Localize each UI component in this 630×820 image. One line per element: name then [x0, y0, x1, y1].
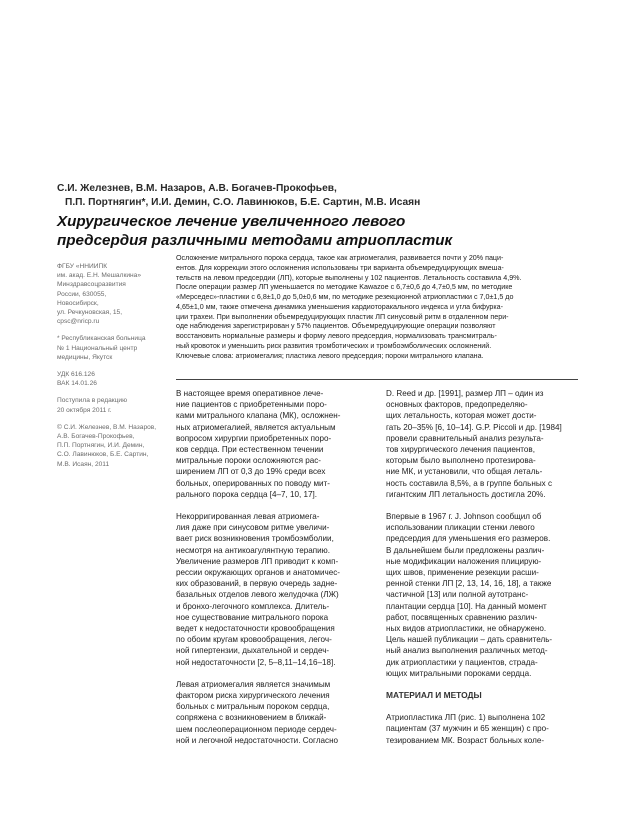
text-line: несмотря на антикоагулянтную терапию.	[176, 545, 330, 555]
copyright-notice	[57, 423, 165, 469]
title-line-1: Хирургическое лечение увеличенного левого	[57, 213, 406, 230]
text-line: дик атриопластики у пациентов, страда-	[386, 657, 538, 667]
text-line: Новосибирск,	[57, 299, 99, 307]
text-line: использовании пликации стенки левого	[386, 523, 535, 533]
body-column-right	[386, 388, 576, 757]
text-line: 20 октября 2011 г.	[57, 406, 112, 414]
text-line: тельств на левом предсердии (ЛП), которые выполнены у 102 пациентов. Летальность составила 4,9%.	[176, 273, 522, 282]
text-line: ный анализ выполнения различных метод-	[386, 646, 548, 656]
text-line: ные модификации наложения плицирую-	[386, 556, 542, 566]
text-line: cpsc@nricp.ru	[57, 318, 100, 326]
authors-line-1: С.И. Железнев, В.М. Назаров, А.В. Богачев-Прокофьев,	[57, 183, 337, 194]
text-line: ких образований, в первую очередь задне-	[176, 579, 338, 589]
text-line: № 1 Национальный центр	[57, 344, 138, 352]
text-line: ФГБУ «ННИИПК	[57, 263, 108, 270]
text-line: * Республиканская больница	[57, 335, 146, 343]
text-line: сопряжена с возникновением в ближай-	[176, 713, 327, 723]
text-line: рального порока сердца [4–7, 10, 17].	[176, 489, 318, 499]
text-line: Левая атриомегалия является значимым	[176, 679, 331, 689]
text-line: ков сердца. При естественном течении	[176, 445, 324, 455]
text-line: ность составила 8,5%, а в группе больных с	[386, 478, 552, 488]
text-line: и бронхо-легочного комплекса. Длитель-	[176, 601, 330, 611]
text-line: плантации сердца [10]. На данный момент	[386, 601, 547, 611]
text-line: гать 20–35% [6, 10–14]. G.P. Piccoli и др. [1984]	[386, 422, 562, 432]
text-line: П.П. Портнягин, И.И. Демин,	[57, 442, 145, 450]
text-line: Цель нашей публикации – дать сравнитель-	[386, 635, 553, 645]
text-line: которым было выполнено протезирова-	[386, 456, 536, 466]
text-line: ширением ЛП от 0,3 до 19% среди всех	[176, 467, 326, 477]
text-line: по обоим кругам кровообращения, легоч-	[176, 635, 332, 645]
paragraph	[386, 712, 576, 746]
text-line: предсердия для уменьшения его размеров.	[386, 534, 551, 544]
text-line: А.В. Богачев-Прокофьев,	[57, 433, 135, 441]
text-line: больных с митральным пороком сердца,	[176, 702, 330, 712]
paragraph	[176, 679, 366, 746]
text-line: базальных отделов левого желудочка (ЛЖ)	[176, 590, 339, 600]
text-line: ной и легочной недостаточности. Согласно	[176, 735, 339, 745]
text-line: гигантским ЛП летальность достигла 20%.	[386, 489, 546, 499]
text-line: После операции размер ЛП уменьшается по методике Kawazoe с 6,7±0,6 до 4,7±0,5 мм, по методике	[176, 283, 513, 292]
text-line: вопросом хирургии приобретенных поро-	[176, 433, 332, 443]
authors-line-2: П.П. Портнягин*, И.И. Демин, С.О. Лавинюков, Б.Е. Сартин, М.В. Исаян	[65, 197, 421, 208]
text-line: УДК 616.126	[57, 371, 95, 379]
text-line: Увеличение размеров ЛП приводит к комп-	[176, 556, 339, 566]
sidebar-metadata	[57, 262, 165, 477]
text-line: С.О. Лавинюков, Б.Е. Сартин,	[57, 451, 149, 459]
text-line: шем послеоперационном периоде сердеч-	[176, 724, 337, 734]
affiliation-secondary	[57, 334, 165, 362]
text-line: 4,65±1,0 мм, также отмечена динамика уменьшения кардиоторакального индекса и угла бифурка-	[176, 302, 504, 311]
text-line: ной гипертензии, дыхательной и сердеч-	[176, 646, 330, 656]
text-line: основных факторов, предопределяю-	[386, 400, 528, 410]
paragraph	[176, 388, 366, 500]
text-line: В дальнейшем были предложены различ-	[386, 545, 545, 555]
text-line: ул. Речкуновская, 15,	[57, 309, 123, 317]
text-line: оде наблюдения зарегистрирован у 57% пациентов. Объемредуцирующие операции позволяют	[176, 322, 496, 331]
text-line: щих летальность, которая может дости-	[386, 411, 537, 421]
abstract-divider	[176, 379, 578, 380]
text-line: пациентам (37 мужчин и 65 женщин) с про-	[386, 724, 549, 734]
text-line: им. акад. Е.Н. Мешалкина»	[57, 272, 141, 280]
text-line: России, 630055,	[57, 290, 107, 298]
affiliation-primary	[57, 262, 165, 326]
text-line: восстановить нормальные размеры и форму левого предсердия, нормализовать трансмитраль-	[176, 332, 497, 340]
text-line: частичной [13] или полной аутотранс-	[386, 590, 529, 600]
text-line: © С.И. Железнев, В.М. Назаров,	[57, 423, 157, 431]
text-line: Атриопластика ЛП (рис. 1) выполнена 102	[386, 713, 546, 723]
paragraph	[386, 388, 576, 500]
text-line: Осложнение митрального порока сердца, такое как атриомегалия, развивается почти у 20% паци-	[176, 254, 504, 262]
text-line: Впервые в 1967 г. J. Johnson сообщил об	[386, 512, 542, 522]
text-line: ВАК 14.01.26	[57, 380, 97, 388]
text-line: рессии окружающих органов и анатомичес-	[176, 568, 340, 578]
text-line: ние МК, и установили, что общая леталь-	[386, 467, 543, 477]
text-line: тов хирургического лечения пациентов,	[386, 445, 535, 455]
text-line: лия даже при синусовом ритме увеличи-	[176, 523, 330, 533]
text-line: ных атриомегалией, является актуальным	[176, 422, 336, 432]
text-line: Некорригированная левая атриомега-	[176, 512, 320, 522]
text-line: ентов. Для коррекции этого осложнения использованы три варианта объемредуцирующих вмеша-	[176, 263, 504, 272]
text-line: Ключевые слова: атриомегалия; пластика левого предсердия; пороки митрального клапана.	[176, 351, 484, 360]
body-column-left	[176, 388, 366, 757]
received-date	[57, 396, 165, 414]
text-line: фактором риска хирургического лечения	[176, 691, 330, 701]
text-line: щих швов, применение резекции расши-	[386, 568, 539, 578]
text-line: тезированием МК. Возраст больных коле-	[386, 735, 545, 745]
text-line: Минздравсоцразвития	[57, 281, 126, 289]
udk-codes	[57, 370, 165, 388]
text-line: больных, оперированных по поводу мит-	[176, 478, 330, 488]
text-line: D. Reed и др. [1991], размер ЛП – один из	[386, 389, 544, 398]
text-line: ции трахеи. При выполнении объемредуцирующих пластик ЛП синусовый ритм в отдаленном пери-	[176, 312, 509, 321]
text-line: ведет к недостаточности кровообращения	[176, 624, 335, 634]
authors	[57, 182, 577, 210]
text-line: провели сравнительный анализ результа-	[386, 433, 544, 443]
text-line: митральные пороки осложняются рас-	[176, 456, 321, 466]
section-heading: МАТЕРИАЛ И МЕТОДЫ	[386, 690, 482, 701]
text-line: ной недостаточности [2, 5–8,11–14,16–18].	[176, 657, 336, 667]
text-line: В настоящее время оперативное лече-	[176, 389, 324, 398]
article-title	[57, 212, 577, 250]
text-line: ющих митральными пороками сердца.	[386, 668, 532, 678]
title-line-2: предсердия различными методами атриопластик	[57, 232, 453, 249]
text-line: ный кровоток и уменьшить риск развития тромботических и тромбоэмболических осложнений.	[176, 341, 492, 350]
text-line: ное существование митрального порока	[176, 612, 329, 622]
text-line: М.В. Исаян, 2011	[57, 460, 110, 468]
abstract	[176, 254, 576, 361]
text-line: ние пациентов с приобретенными поро-	[176, 400, 327, 410]
text-line: медицины, Якутск	[57, 353, 113, 361]
text-line: вает риск возникновения тромбоэмболии,	[176, 534, 334, 544]
text-line: ренной стенки ЛП [2, 13, 14, 16, 18], а также	[386, 579, 552, 589]
text-line: работ, посвященных сравнению различ-	[386, 612, 538, 622]
text-line: ками митрального клапана (МК), осложнен-	[176, 411, 341, 421]
text-line: Поступила в редакцию	[57, 397, 128, 405]
paragraph	[176, 511, 366, 668]
paragraph	[386, 511, 576, 679]
text-line: «Мерседес»-пластики с 6,8±1,0 до 5,0±0,6 мм, по методике резекционной атриопластики с 7,0±1,5 до	[176, 293, 514, 301]
text-line: ных видов атриопластики, не обнаружено.	[386, 624, 547, 634]
